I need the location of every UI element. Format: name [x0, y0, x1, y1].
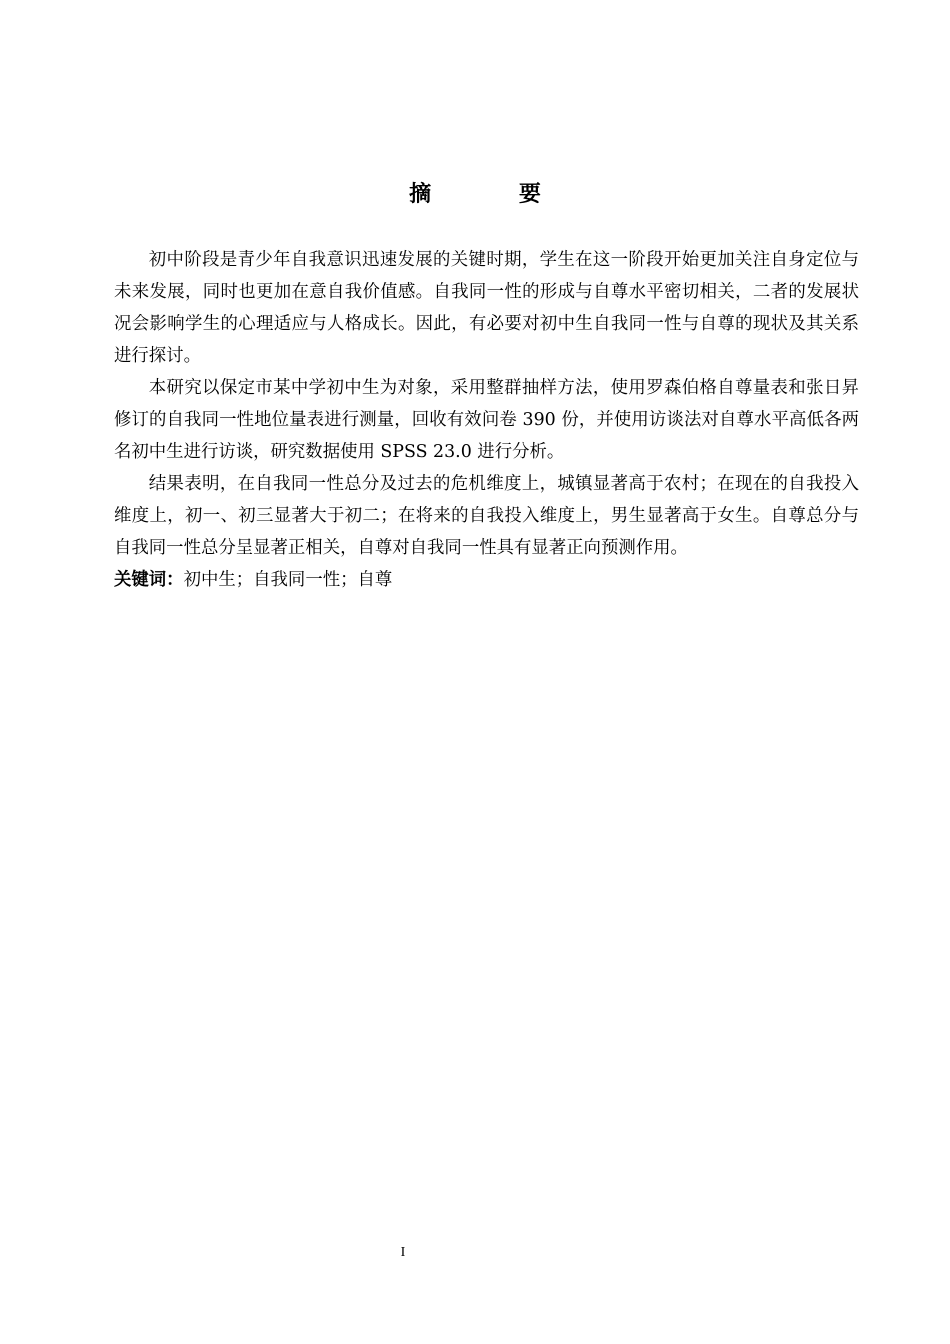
- abstract-paragraph-3: 结果表明，在自我同一性总分及过去的危机维度上，城镇显著高于农村；在现在的自我投入维度上，初一、初三显著大于初二；在将来的自我投入维度上，男生显著高于女生。自尊总分与自我同一性总分呈显著正相关，自尊对自我同一性具有显著正向预测作用。: [114, 474, 859, 558]
- keywords-value: 初中生；自我同一性；自尊: [183, 570, 393, 590]
- abstract-paragraph-2: 本研究以保定市某中学初中生为对象，采用整群抽样方法，使用罗森伯格自尊量表和张日昇修订的自我同一性地位量表进行测量，回收有效问卷 390 份，并使用访谈法对自尊水平高低各两名初中生进行访谈，研究数据使用 SPSS 23.0 进行分析。: [114, 378, 859, 462]
- page-number: I: [400, 1245, 406, 1260]
- abstract-paragraph-1: 初中阶段是青少年自我意识迅速发展的关键时期，学生在这一阶段开始更加关注自身定位与未来发展，同时也更加在意自我价值感。自我同一性的形成与自尊水平密切相关，二者的发展状况会影响学生的心理适应与人格成长。因此，有必要对初中生自我同一性与自尊的现状及其关系进行探讨。: [114, 250, 859, 366]
- abstract-title: 摘 要: [409, 182, 581, 207]
- keywords-line: [114, 564, 859, 596]
- keywords-label: 关键词：: [114, 570, 184, 590]
- abstract-body: [114, 244, 859, 596]
